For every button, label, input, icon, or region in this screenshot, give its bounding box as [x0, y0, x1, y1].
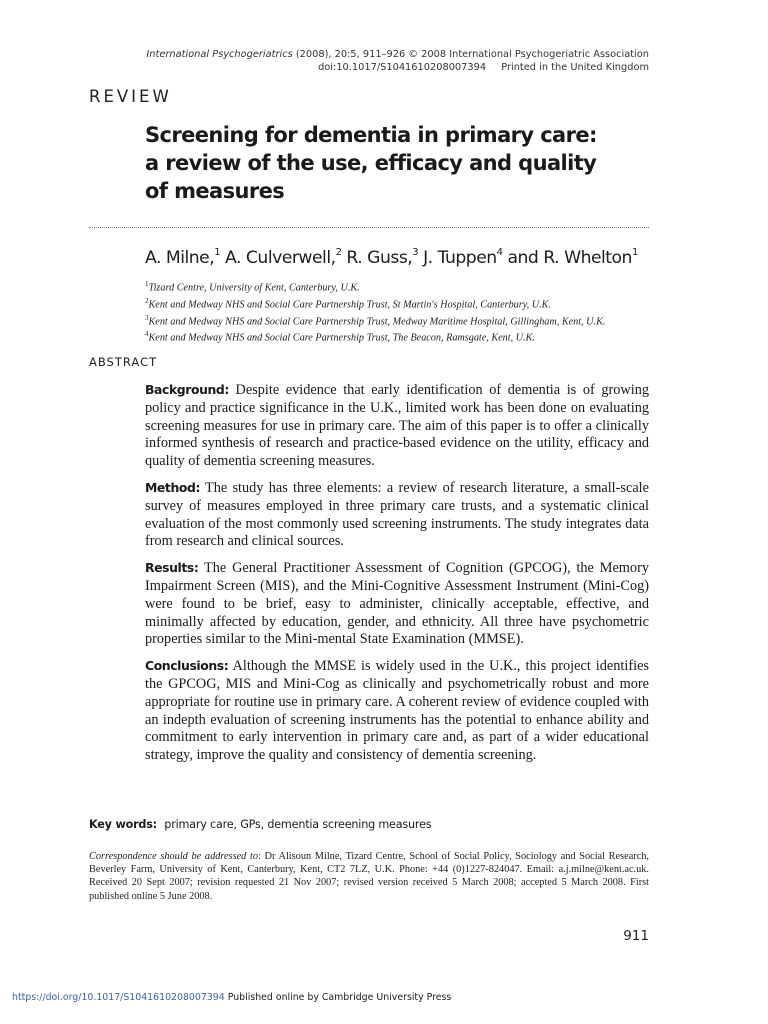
journal-doi: doi:10.1017/S1041610208007394	[318, 62, 487, 73]
author-affiliation-marker: 4	[496, 247, 503, 259]
author-affiliation-marker: 2	[335, 247, 342, 259]
affiliation-number: 1	[145, 280, 149, 288]
page-number: 911	[623, 928, 649, 944]
author-name: R. Whelton	[543, 248, 632, 268]
abstract-section-label: Results:	[145, 560, 199, 576]
abstract-section-label: Background:	[145, 382, 229, 397]
publisher-note: Published online by Cambridge University Press	[224, 992, 452, 1003]
affiliation-item	[145, 295, 665, 312]
author-separator: and	[502, 248, 544, 268]
affiliation-text: Kent and Medway NHS and Social Care Partnership Trust, St Martin's Hospital, Canterbury, U.K.	[148, 299, 552, 311]
author-name: A. Milne,	[145, 248, 215, 268]
abstract-section-text: Although the MMSE is widely used in the U.K., this project identifies the GPCOG, MIS and Mini-Cog as clinically and psychometrically robust and more appropriate for routine use in primary care. A coherent review of evidence coupled with an indepth evaluation of screening instruments has the potential to enhance ability and commitment to early intervention in primary care and, as part of a wider educational strategy, improve the quality and consistency of dementia screening.	[145, 658, 649, 764]
abstract-paragraph	[145, 559, 649, 649]
abstract-body	[145, 381, 649, 773]
affiliation-number: 2	[145, 296, 149, 305]
author-affiliation-marker: 3	[412, 247, 419, 259]
title-divider	[89, 227, 649, 228]
author-name: A. Culverwell,	[225, 248, 336, 268]
journal-citation	[129, 48, 649, 61]
affiliation-list	[145, 278, 665, 345]
title-line: a review of the use, efficacy and quality	[145, 151, 597, 175]
affiliation-item	[145, 312, 665, 329]
journal-volume-info: (2008), 20:5, 911–926 © 2008 International Psychogeriatric Association	[295, 49, 649, 60]
doi-link[interactable]: https://doi.org/10.1017/S1041610208007394	[12, 992, 225, 1003]
correspondence-text: : Dr Alisoun Milne, Tizard Centre, School of Social Policy, Sociology and Social Research, Beverley Farm, University of Kent, Canterbury, Kent, CT2 7LZ, U.K. Phone: +44 (0)1227-824047. Email: a.j.milne@kent.ac.uk. Received 20 Sept 2007; revision requested 21 Nov 2007; revised version received 5 March 2008; accepted 5 March 2008. First published online 5 June 2008.	[89, 851, 649, 902]
printed-in: Printed in the United Kingdom	[501, 62, 649, 73]
page-footer	[12, 992, 752, 1003]
author-name: J. Tuppen	[423, 248, 497, 268]
author-affiliation-marker: 1	[214, 247, 221, 259]
journal-name: International Psychogeriatrics	[146, 49, 293, 60]
abstract-heading: ABSTRACT	[89, 355, 158, 369]
author-list	[145, 248, 665, 268]
abstract-paragraph	[145, 381, 649, 471]
abstract-section-text: Despite evidence that early identification of dementia is of growing policy and practice significance in the U.K., limited work has been done on evaluating screening measures for use in primary care. The aim of this paper is to offer a clinically informed synthesis of research and practice-based evidence on the utility, efficacy and quality of dementia screening measures.	[145, 382, 649, 470]
keywords	[89, 818, 649, 831]
affiliation-text: Tizard Centre, University of Kent, Canterbury, U.K.	[148, 282, 360, 294]
article-title	[145, 121, 625, 205]
keywords-label: Key words:	[89, 818, 157, 831]
abstract-section-label: Method:	[145, 479, 201, 495]
affiliation-item	[145, 328, 665, 345]
correspondence-lead: Correspondence should be addressed to	[89, 851, 258, 862]
abstract-paragraph	[145, 479, 649, 551]
abstract-section-label: Conclusions:	[145, 658, 229, 674]
keywords-text: primary care, GPs, dementia screening measures	[164, 818, 432, 831]
affiliation-number: 3	[145, 313, 149, 322]
author-affiliation-marker: 1	[631, 247, 638, 259]
abstract-section-text: The General Practitioner Assessment of Cognition (GPCOG), the Memory Impairment Screen (MIS), and the Mini-Cognitive Assessment Instrument (Mini-Cog) were found to be brief, easy to administer, clinically acceptable, effective, and minimally affected by education, gender, and ethnicity. All three have psychometric properties similar to the Mini-mental State Examination (MMSE).	[145, 560, 649, 648]
abstract-section-text: The study has three elements: a review of research literature, a small-scale survey of measures employed in three primary care trusts, and a systematic clinical evaluation of the most commonly used screening instruments. The study integrates data from research and clinical sources.	[145, 479, 649, 550]
title-line: Screening for dementia in primary care:	[145, 123, 597, 147]
affiliation-text: Kent and Medway NHS and Social Care Partnership Trust, The Beacon, Ramsgate, Kent, U.K.	[148, 332, 535, 344]
affiliation-item	[145, 278, 665, 295]
journal-header	[129, 48, 649, 74]
section-label: REVIEW	[89, 87, 172, 106]
abstract-paragraph	[145, 657, 649, 765]
affiliation-text: Kent and Medway NHS and Social Care Partnership Trust, Medway Maritime Hospital, Gillingham, Kent, U.K.	[148, 315, 606, 327]
correspondence-note	[89, 850, 649, 903]
affiliation-number: 4	[145, 330, 149, 339]
title-line: of measures	[145, 179, 285, 203]
journal-doi-line	[129, 61, 649, 74]
author-name: R. Guss,	[346, 248, 413, 268]
